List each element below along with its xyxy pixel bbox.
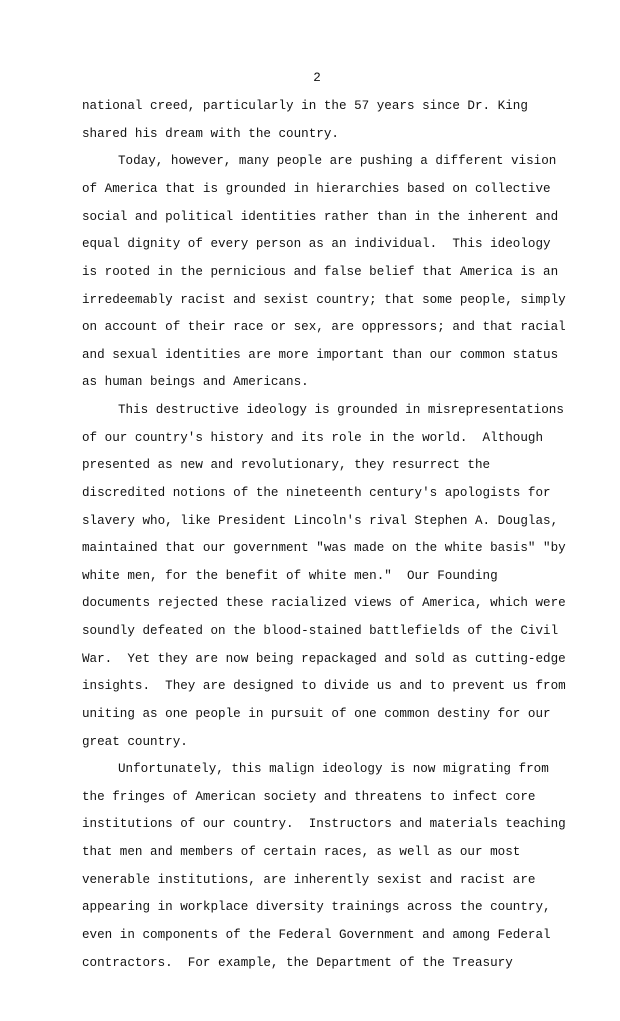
text-line: great country.: [82, 735, 188, 749]
text-line: on account of their race or sex, are oppressors; and that racial: [82, 320, 566, 334]
text-line: the fringes of American society and threatens to infect core: [82, 790, 536, 804]
text-line: maintained that our government "was made on the white basis" "by: [82, 541, 566, 555]
text-line: venerable institutions, are inherently sexist and racist are: [82, 873, 536, 887]
text-line: and sexual identities are more important than our common status: [82, 348, 559, 362]
text-line: shared his dream with the country.: [82, 127, 339, 141]
text-line: white men, for the benefit of white men." Our Founding: [82, 569, 498, 583]
text-line: documents rejected these racialized views of America, which were: [82, 596, 566, 610]
text-line: War. Yet they are now being repackaged and sold as cutting-edge: [82, 652, 566, 666]
text-line: equal dignity of every person as an individual. This ideology: [82, 237, 551, 251]
text-line: that men and members of certain races, as well as our most: [82, 845, 521, 859]
text-line: soundly defeated on the blood-stained battlefields of the Civil: [82, 624, 559, 638]
text-line: presented as new and revolutionary, they resurrect the: [82, 458, 491, 472]
page-number: 2: [313, 71, 321, 85]
text-line: uniting as one people in pursuit of one common destiny for our: [82, 707, 551, 721]
text-line: of our country's history and its role in the world. Although: [82, 431, 544, 445]
text-line: contractors. For example, the Department of the Treasury: [82, 956, 513, 970]
text-line: social and political identities rather than in the inherent and: [82, 210, 559, 224]
text-line: even in components of the Federal Government and among Federal: [82, 928, 551, 942]
text-line: This destructive ideology is grounded in misrepresentations: [118, 403, 564, 417]
text-line: Today, however, many people are pushing a different vision: [118, 154, 557, 168]
text-line: appearing in workplace diversity trainings across the country,: [82, 900, 551, 914]
text-line: institutions of our country. Instructors and materials teaching: [82, 817, 566, 831]
text-line: Unfortunately, this malign ideology is now migrating from: [118, 762, 549, 776]
text-line: slavery who, like President Lincoln's rival Stephen A. Douglas,: [82, 514, 559, 528]
text-line: insights. They are designed to divide us and to prevent us from: [82, 679, 566, 693]
text-line: national creed, particularly in the 57 years since Dr. King: [82, 99, 528, 113]
text-line: discredited notions of the nineteenth century's apologists for: [82, 486, 551, 500]
text-line: irredeemably racist and sexist country; that some people, simply: [82, 293, 566, 307]
text-line: of America that is grounded in hierarchies based on collective: [82, 182, 551, 196]
text-line: is rooted in the pernicious and false belief that America is an: [82, 265, 559, 279]
text-line: as human beings and Americans.: [82, 375, 309, 389]
